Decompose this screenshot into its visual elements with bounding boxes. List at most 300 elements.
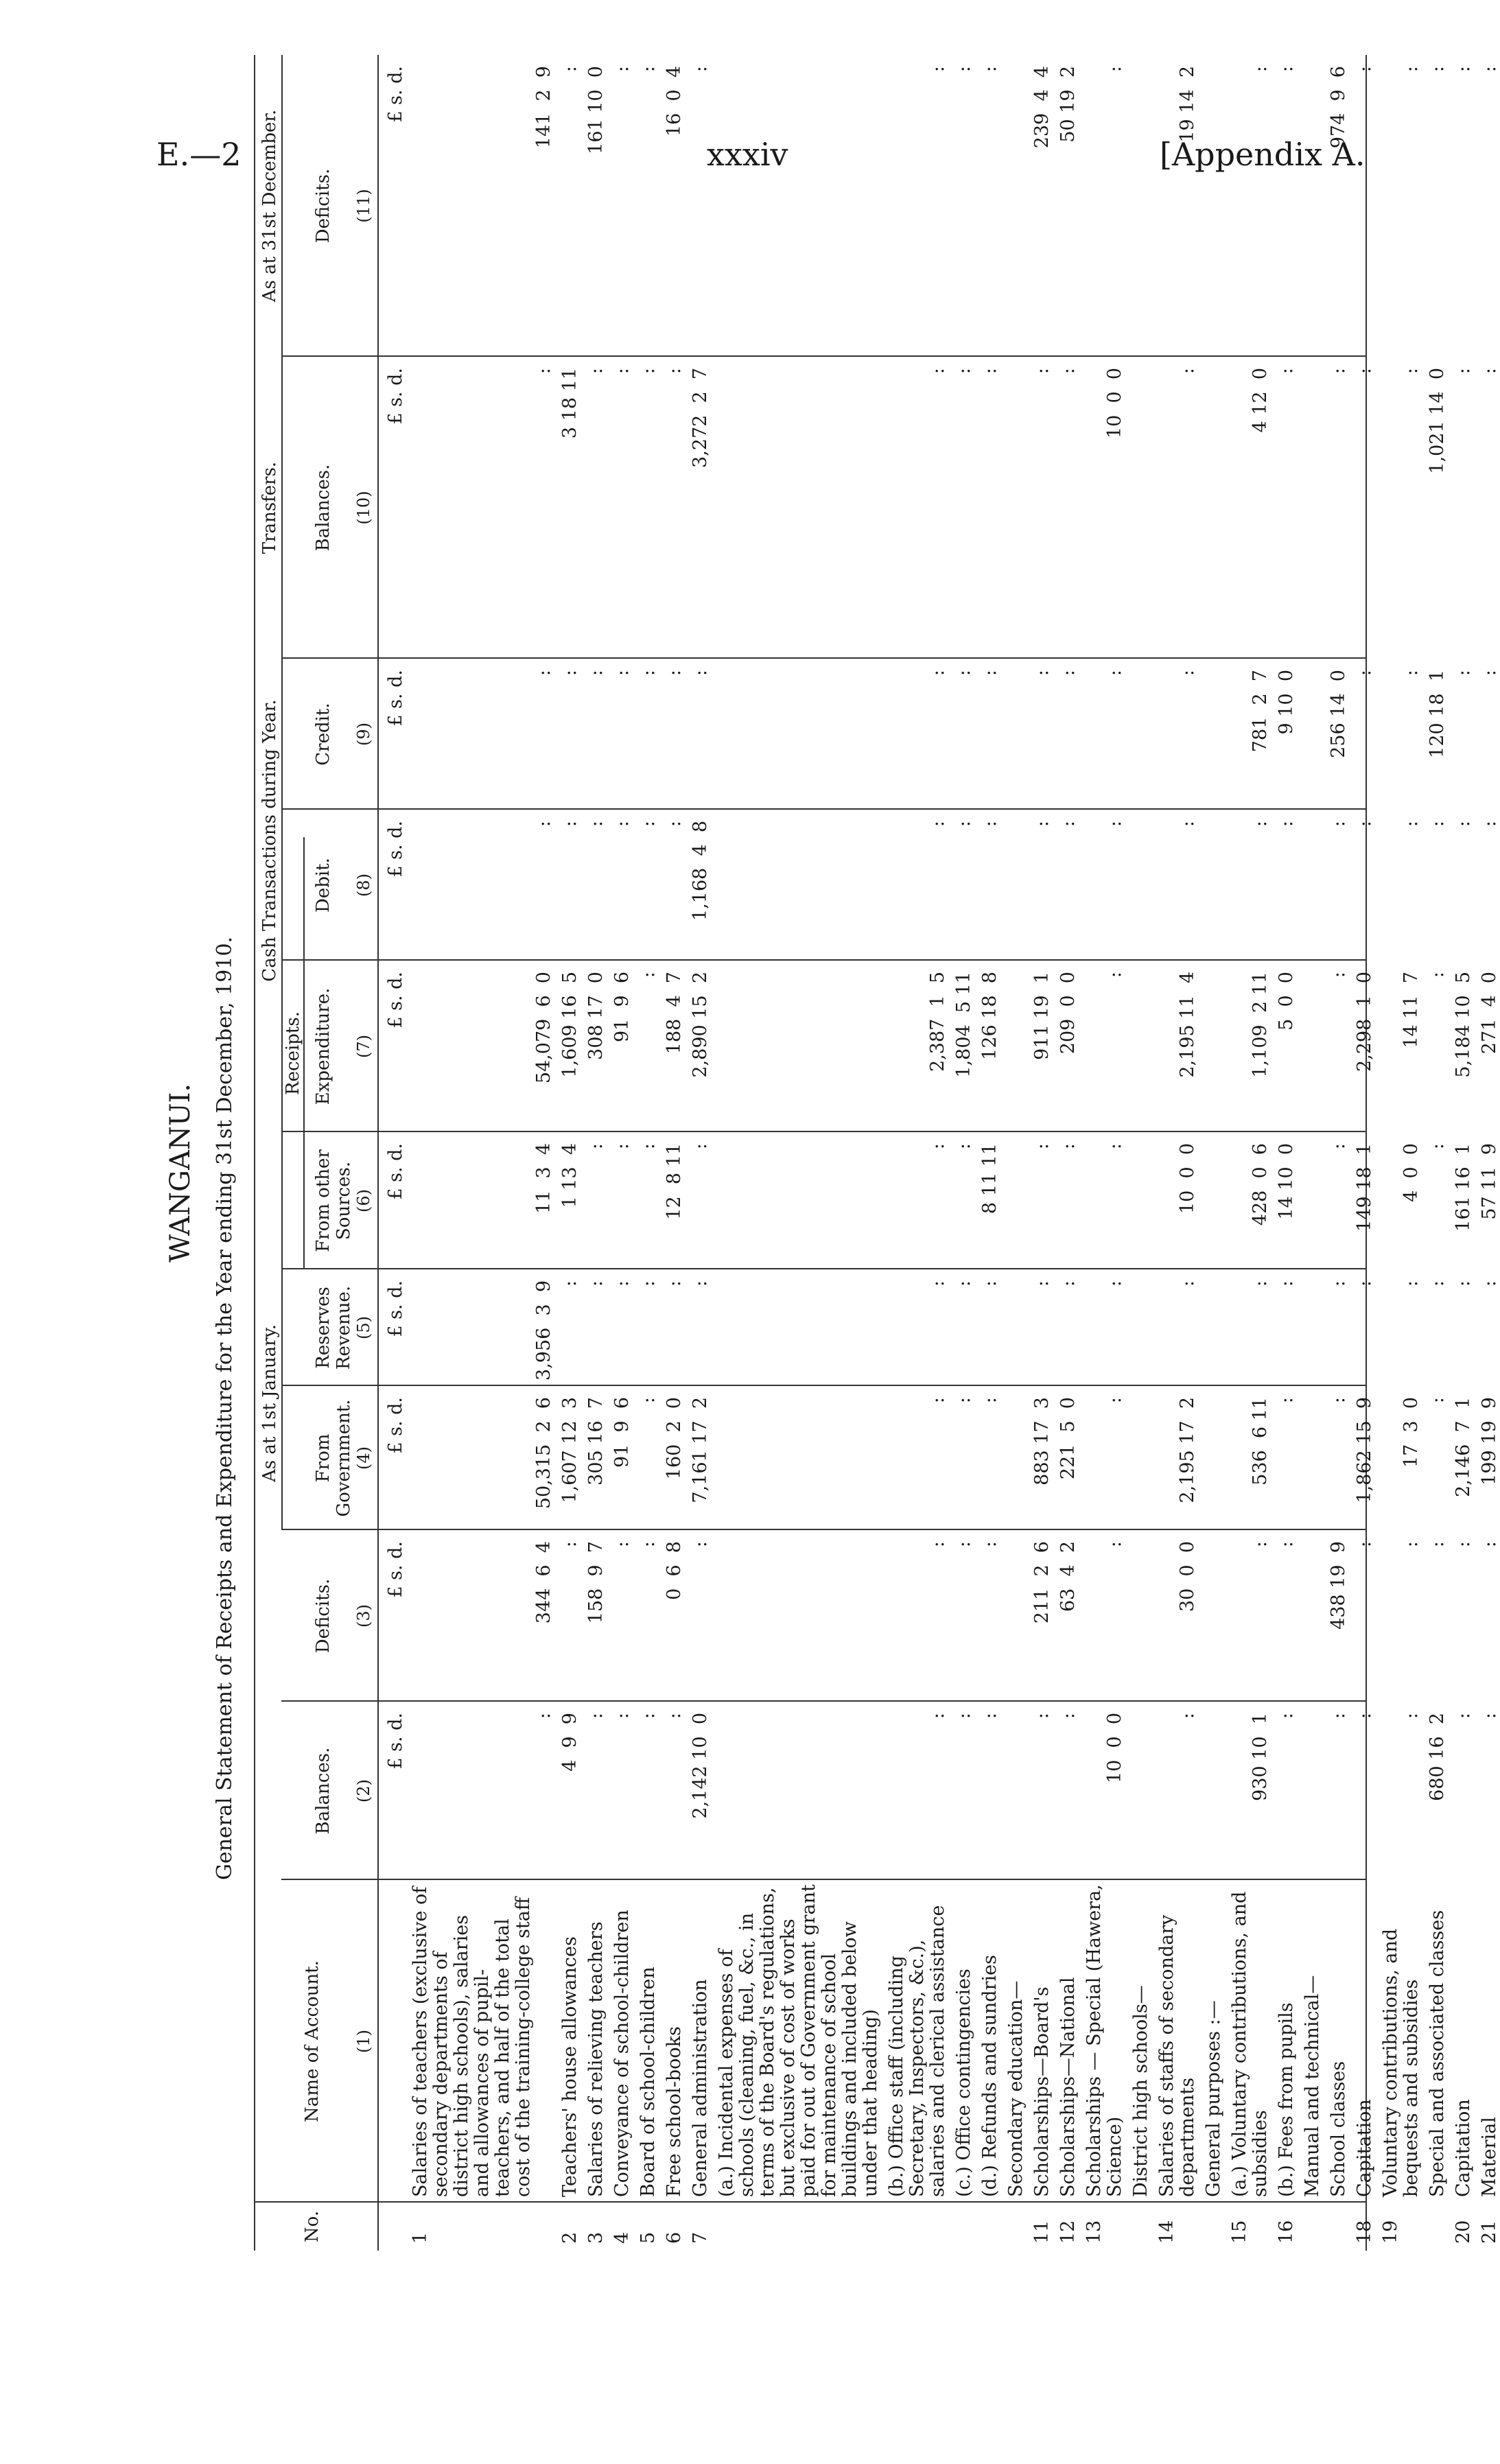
row-number: 18 (1354, 2220, 1375, 2244)
amount-cell: : (1354, 1541, 1375, 1548)
amount-cell: : (690, 1541, 711, 1548)
amount-cell: : (1401, 66, 1422, 73)
amount-cell: 781 2 7 (1250, 670, 1271, 753)
amount-cell: : (1250, 1280, 1271, 1287)
amount-cell: : (1031, 368, 1053, 375)
column-number-6: (6) (354, 1189, 373, 1212)
row-number: 19 (1380, 2220, 1401, 2244)
amount-cell: 1,804 5 11 (953, 972, 974, 1078)
amount-cell: 930 10 1 (1250, 1713, 1271, 1801)
amount-cell: 126 18 8 (979, 972, 1000, 1060)
amount-cell: 14 11 7 (1401, 972, 1422, 1048)
column-number-8: (8) (354, 873, 373, 897)
row-number: 12 (1057, 2220, 1079, 2244)
amount-cell: : (637, 66, 659, 73)
amount-cell: : (1354, 368, 1375, 375)
amount-cell: : (533, 821, 554, 828)
column-number-11: (11) (354, 189, 373, 223)
group-rule (281, 55, 283, 1530)
account-name: Voluntary contributions, and bequests and subsidies (1380, 1928, 1422, 2197)
group-dec-header: As at 31st December. (259, 109, 280, 303)
amount-cell: : (611, 368, 633, 375)
column-rule (281, 1385, 1366, 1386)
amount-cell: : (1354, 821, 1375, 828)
amount-cell: : (1250, 66, 1271, 73)
amount-cell: : (664, 368, 685, 375)
amount-cell: : (979, 1713, 1000, 1720)
amount-cell: 8 11 11 (979, 1143, 1000, 1215)
amount-cell: : (611, 1541, 633, 1548)
amount-cell: : (1104, 821, 1125, 828)
column-number-9: (9) (354, 723, 373, 746)
units-label: £ s. d. (385, 1280, 406, 1337)
account-name: Scholarships—National (1057, 1977, 1079, 2197)
amount-cell: : (1479, 1713, 1500, 1720)
amount-cell: : (1328, 368, 1349, 375)
column-rule (281, 1268, 1366, 1269)
amount-cell: 1 13 4 (559, 1143, 581, 1208)
amount-cell: 4 0 0 (1401, 1143, 1422, 1202)
column-header-9: Credit. (313, 703, 333, 766)
amount-cell: 12 8 11 (664, 1143, 685, 1220)
account-name: Manual and technical— (1302, 1975, 1323, 2197)
amount-cell: : (585, 1713, 607, 1720)
amount-cell: : (1401, 821, 1422, 828)
amount-cell: : (1177, 821, 1198, 828)
amount-cell: : (1354, 66, 1375, 73)
account-name: (d.) Refunds and sundries (979, 1955, 1000, 2197)
amount-cell: : (533, 368, 554, 375)
row-number: 16 (1276, 2220, 1297, 2244)
amount-cell: : (637, 1397, 659, 1404)
amount-cell: 57 11 9 (1479, 1143, 1500, 1220)
column-rule (281, 1529, 1366, 1530)
column-header-4: From Government. (313, 1399, 354, 1517)
row-number: 3 (585, 2231, 607, 2244)
column-rule (281, 808, 1366, 810)
units-label: £ s. d. (385, 821, 406, 878)
account-name: Capitation (1354, 2099, 1375, 2197)
amount-cell: : (1104, 1280, 1125, 1287)
amount-cell: : (690, 670, 711, 677)
amount-cell: : (637, 821, 659, 828)
amount-cell: : (559, 1280, 581, 1287)
account-name: Salaries of teachers (exclusive of secondary departments of district high schools), salaries and allowances of pupil-teachers, and half of the total cost of the training-college staff (410, 1886, 534, 2197)
amount-cell: : (1250, 1541, 1271, 1548)
amount-cell: : (979, 1397, 1000, 1404)
group-transfers-header: Transfers. (259, 461, 280, 554)
column-number-10: (10) (354, 491, 373, 525)
amount-cell: : (1276, 821, 1297, 828)
header-bottom-rule (377, 55, 379, 2251)
amount-cell: 3 18 11 (559, 368, 581, 439)
amount-cell: : (585, 1143, 607, 1150)
column-number-7: (7) (354, 1035, 373, 1058)
amount-cell: : (1427, 1541, 1448, 1548)
page-ref-left: E.—2 (156, 136, 242, 173)
amount-cell: : (690, 66, 711, 73)
group-jan-header: As at 1st January. (259, 1324, 280, 1483)
amount-cell: 10 0 0 (1104, 368, 1125, 439)
amount-cell: 974 9 6 (1328, 66, 1349, 149)
amount-cell: 3,272 2 7 (690, 368, 711, 468)
column-header-0: No. (302, 2210, 323, 2243)
amount-cell: 4 9 9 (559, 1713, 581, 1772)
amount-cell: : (1427, 1143, 1448, 1150)
account-name: School classes (1328, 2061, 1349, 2197)
amount-cell: : (1401, 1280, 1422, 1287)
amount-cell: : (1031, 1713, 1053, 1720)
column-rule (254, 2201, 1366, 2203)
amount-cell: : (559, 670, 581, 677)
amount-cell: 271 4 0 (1479, 972, 1500, 1055)
column-number-4: (4) (354, 1446, 373, 1470)
amount-cell: : (559, 821, 581, 828)
amount-cell: : (1057, 1713, 1079, 1720)
amount-cell: : (1276, 1397, 1297, 1404)
amount-cell: : (1453, 1713, 1474, 1720)
amount-cell: : (559, 1541, 581, 1548)
amount-cell: 17 3 0 (1401, 1397, 1422, 1468)
amount-cell: : (953, 670, 974, 677)
amount-cell: 54,079 6 0 (533, 972, 554, 1084)
account-name: Material (1479, 2117, 1500, 2197)
amount-cell: : (979, 670, 1000, 677)
amount-cell: : (1104, 1397, 1125, 1404)
column-number-5: (5) (354, 1316, 373, 1339)
amount-cell: : (1453, 1541, 1474, 1548)
column-header-5: Reserves Revenue. (313, 1285, 354, 1370)
amount-cell: 211 2 6 (1031, 1541, 1053, 1624)
amount-cell: 158 9 7 (585, 1541, 607, 1624)
amount-cell: 120 18 1 (1427, 670, 1448, 758)
amount-cell: : (1427, 1280, 1448, 1287)
amount-cell: : (953, 1143, 974, 1150)
amount-cell: : (1427, 66, 1448, 73)
account-name: Scholarships—Board's (1031, 1986, 1053, 2197)
column-rule (281, 1131, 1366, 1132)
amount-cell: : (1453, 821, 1474, 828)
amount-cell: : (927, 1541, 948, 1548)
amount-cell: 149 18 1 (1354, 1143, 1375, 1232)
amount-cell: 1,609 16 5 (559, 972, 581, 1078)
amount-cell: : (585, 821, 607, 828)
amount-cell: 11 3 4 (533, 1143, 554, 1215)
amount-cell: : (1031, 1143, 1053, 1150)
amount-cell: : (927, 1397, 948, 1404)
amount-cell: : (585, 1280, 607, 1287)
row-number: 14 (1156, 2220, 1177, 2244)
amount-cell: : (1057, 1280, 1079, 1287)
amount-cell: : (1328, 972, 1349, 978)
amount-cell: : (1104, 66, 1125, 73)
column-header-7: Expenditure. (313, 987, 333, 1105)
amount-cell: 10 0 0 (1104, 1713, 1125, 1784)
account-name: Capitation (1453, 2099, 1474, 2197)
appendix-label: [Appendix A. (1160, 136, 1366, 173)
amount-cell: : (1057, 670, 1079, 677)
amount-cell: : (690, 1280, 711, 1287)
amount-cell: : (1177, 1713, 1198, 1720)
amount-cell: 160 2 0 (664, 1397, 685, 1480)
amount-cell: 1,021 14 0 (1427, 368, 1448, 474)
amount-cell: : (559, 66, 581, 73)
amount-cell: : (1031, 670, 1053, 677)
amount-cell: : (1401, 1541, 1422, 1548)
units-label: £ s. d. (385, 1713, 406, 1770)
amount-cell: : (1354, 1280, 1375, 1287)
units-label: £ s. d. (385, 1397, 406, 1454)
row-number: 21 (1479, 2220, 1500, 2244)
amount-cell: : (533, 670, 554, 677)
account-name: (c.) Office contingencies (953, 1969, 974, 2197)
amount-cell: 10 0 0 (1177, 1143, 1198, 1215)
amount-cell: : (1427, 821, 1448, 828)
row-number: 4 (611, 2231, 633, 2244)
amount-cell: 161 10 0 (585, 66, 607, 154)
amount-cell: : (953, 1713, 974, 1720)
account-name: (a.) Incidental expenses of schools (cleaning, fuel, &c., in terms of the Board's regulations, but exclusive of cost of works paid for out of Government grant for maintenance of school buildings and included below under that heading) (716, 1884, 881, 2197)
amount-cell: : (1104, 670, 1125, 677)
amount-cell: : (637, 1143, 659, 1150)
amount-cell: : (1031, 1280, 1053, 1287)
amount-cell: : (953, 368, 974, 375)
units-label: £ s. d. (385, 1541, 406, 1598)
amount-cell: : (1250, 821, 1271, 828)
amount-cell: : (1276, 66, 1297, 73)
amount-cell: 141 2 9 (533, 66, 554, 149)
page-number: xxxiv (707, 136, 788, 173)
column-rule (281, 959, 1366, 961)
rotated-statement-table (151, 41, 1500, 2264)
amount-cell: 239 4 4 (1031, 66, 1053, 149)
amount-cell: : (1057, 821, 1079, 828)
amount-cell: 161 16 1 (1453, 1143, 1474, 1232)
row-number: 13 (1083, 2220, 1105, 2244)
amount-cell: 91 9 6 (611, 1397, 633, 1468)
amount-cell: : (611, 670, 633, 677)
amount-cell: 14 10 0 (1276, 1143, 1297, 1220)
account-name: General administration (690, 1979, 711, 2197)
amount-cell: : (979, 1541, 1000, 1548)
amount-cell: 63 4 2 (1057, 1541, 1079, 1612)
amount-cell: : (953, 1397, 974, 1404)
amount-cell: : (637, 368, 659, 375)
account-name: Secondary education— (1005, 1980, 1027, 2197)
amount-cell: 883 17 3 (1031, 1397, 1053, 1486)
amount-cell: 209 0 0 (1057, 972, 1079, 1055)
account-name: Free school-books (664, 2026, 685, 2197)
row-number: 5 (637, 2231, 659, 2244)
region-title: WANGANUI. (165, 1083, 196, 1263)
amount-cell: : (533, 1713, 554, 1720)
amount-cell: : (1276, 1541, 1297, 1548)
amount-cell: : (1354, 1713, 1375, 1720)
account-name: (a.) Voluntary contributions, and subsidies (1229, 1891, 1271, 2197)
amount-cell: 1,607 12 3 (559, 1397, 581, 1503)
amount-cell: 91 9 6 (611, 972, 633, 1043)
account-name: (b.) Office staff (including Secretary, Inspectors, &c.), salaries and clerical assistance (886, 1905, 948, 2197)
row-number: 7 (690, 2231, 711, 2244)
column-header-1: Name of Account. (302, 1960, 323, 2122)
amount-cell: : (1057, 368, 1079, 375)
amount-cell: 438 19 9 (1328, 1541, 1349, 1630)
amount-cell: 50,315 2 6 (533, 1397, 554, 1510)
amount-cell: : (927, 1713, 948, 1720)
amount-cell: : (611, 1713, 633, 1720)
amount-cell: 3,956 3 9 (533, 1280, 554, 1381)
units-label: £ s. d. (385, 1143, 406, 1200)
amount-cell: : (1453, 66, 1474, 73)
amount-cell: 19 14 2 (1177, 66, 1198, 143)
amount-cell: : (927, 368, 948, 375)
amount-cell: 1,109 2 11 (1250, 972, 1271, 1078)
amount-cell: : (953, 821, 974, 828)
group-receipts-header: Receipts. (283, 1011, 303, 1095)
account-name: Salaries of staffs of secondary departments (1156, 1914, 1198, 2197)
amount-cell: : (1104, 972, 1125, 978)
account-name: Teachers' house allowances (559, 1936, 581, 2197)
amount-cell: 428 0 6 (1250, 1143, 1271, 1226)
amount-cell: : (979, 66, 1000, 73)
amount-cell: : (611, 66, 633, 73)
account-name: Conveyance of school-children (611, 1910, 633, 2197)
receipts-rule (303, 837, 305, 1269)
column-number-2: (2) (354, 1779, 373, 1803)
amount-cell: 7,161 17 2 (690, 1397, 711, 1503)
units-label: £ s. d. (385, 670, 406, 727)
row-number: 2 (559, 2231, 581, 2244)
amount-cell: 2,890 15 2 (690, 972, 711, 1078)
amount-cell: : (1328, 1143, 1349, 1150)
column-header-11: Deficits. (313, 168, 333, 244)
row-number: 20 (1453, 2220, 1474, 2244)
amount-cell: : (953, 1280, 974, 1287)
account-name: General purposes :— (1203, 2000, 1224, 2197)
table-top-rule (254, 55, 255, 2251)
column-header-10: Balances. (313, 464, 333, 552)
amount-cell: : (637, 972, 659, 978)
amount-cell: : (1328, 1713, 1349, 1720)
amount-cell: 344 6 4 (533, 1541, 554, 1624)
amount-cell: 1,862 15 9 (1354, 1397, 1375, 1503)
amount-cell: 680 16 2 (1427, 1713, 1448, 1801)
amount-cell: 188 4 7 (664, 972, 685, 1055)
amount-cell: : (927, 821, 948, 828)
amount-cell: : (1276, 368, 1297, 375)
amount-cell: : (1479, 66, 1500, 73)
column-header-3: Deficits. (313, 1578, 333, 1654)
amount-cell: 2,146 7 1 (1453, 1397, 1474, 1497)
amount-cell: : (927, 1280, 948, 1287)
amount-cell: : (1177, 368, 1198, 375)
amount-cell: : (1479, 1280, 1500, 1287)
amount-cell: : (1479, 1541, 1500, 1548)
amount-cell: : (1104, 1143, 1125, 1150)
account-name: District high schools— (1130, 1985, 1151, 2197)
amount-cell: : (664, 821, 685, 828)
amount-cell: 0 6 8 (664, 1541, 685, 1600)
amount-cell: : (637, 1713, 659, 1720)
amount-cell: : (611, 1143, 633, 1150)
amount-cell: : (1328, 1280, 1349, 1287)
amount-cell: : (927, 1143, 948, 1150)
amount-cell: 199 19 9 (1479, 1397, 1500, 1486)
units-label: £ s. d. (385, 368, 406, 425)
column-header-6: From other Sources. (313, 1149, 354, 1252)
statement-title: General Statement of Receipts and Expenditure for the Year ending 31st December, 1910. (213, 936, 237, 1880)
amount-cell: : (1453, 670, 1474, 677)
column-rule (281, 657, 1366, 659)
amount-cell: 16 0 4 (664, 66, 685, 137)
amount-cell: : (611, 1280, 633, 1287)
amount-cell: 536 6 11 (1250, 1397, 1271, 1486)
amount-cell: : (611, 821, 633, 828)
amount-cell: : (1453, 1280, 1474, 1287)
amount-cell: : (1401, 1713, 1422, 1720)
amount-cell: 305 16 7 (585, 1397, 607, 1486)
row-number: 6 (664, 2231, 685, 2244)
units-label: £ s. d. (385, 66, 406, 123)
row-number: 1 (410, 2231, 431, 2244)
amount-cell: : (1453, 368, 1474, 375)
amount-cell: 4 12 0 (1250, 368, 1271, 433)
amount-cell: : (1427, 1397, 1448, 1404)
amount-cell: : (1401, 670, 1422, 677)
amount-cell: : (1031, 821, 1053, 828)
amount-cell: 9 10 0 (1276, 670, 1297, 735)
amount-cell: 308 17 0 (585, 972, 607, 1060)
amount-cell: : (1401, 368, 1422, 375)
amount-cell: : (1427, 972, 1448, 978)
amount-cell: : (1276, 1713, 1297, 1720)
units-label: £ s. d. (385, 972, 406, 1029)
amount-cell: : (1276, 1280, 1297, 1287)
amount-cell: 2,195 11 4 (1177, 972, 1198, 1078)
amount-cell: 5 0 0 (1276, 972, 1297, 1031)
column-header-2: Balances. (313, 1747, 333, 1835)
amount-cell: : (1177, 1280, 1198, 1287)
amount-cell: : (953, 66, 974, 73)
amount-cell: 30 0 0 (1177, 1541, 1198, 1612)
amount-cell: 256 14 0 (1328, 670, 1349, 758)
amount-cell: : (1328, 821, 1349, 828)
amount-cell: 2,142 10 0 (690, 1713, 711, 1819)
column-rule (281, 355, 1366, 357)
amount-cell: : (1328, 1397, 1349, 1404)
amount-cell: : (637, 1280, 659, 1287)
amount-cell: : (690, 1143, 711, 1150)
amount-cell: : (1479, 670, 1500, 677)
amount-cell: 2,298 1 0 (1354, 972, 1375, 1072)
amount-cell: : (1057, 1143, 1079, 1150)
amount-cell: : (927, 66, 948, 73)
amount-cell: : (953, 1541, 974, 1548)
amount-cell: : (979, 368, 1000, 375)
amount-cell: : (1177, 670, 1198, 677)
column-rule (281, 1879, 1366, 1880)
amount-cell: : (1354, 670, 1375, 677)
column-rule (281, 1700, 1366, 1702)
row-number: 11 (1031, 2220, 1053, 2244)
row-number: 15 (1229, 2220, 1250, 2244)
amount-cell: : (1479, 821, 1500, 828)
amount-cell: : (1104, 1541, 1125, 1548)
amount-cell: 911 19 1 (1031, 972, 1053, 1060)
amount-cell: : (664, 1280, 685, 1287)
amount-cell: 5,184 10 5 (1453, 972, 1474, 1078)
amount-cell: : (927, 670, 948, 677)
